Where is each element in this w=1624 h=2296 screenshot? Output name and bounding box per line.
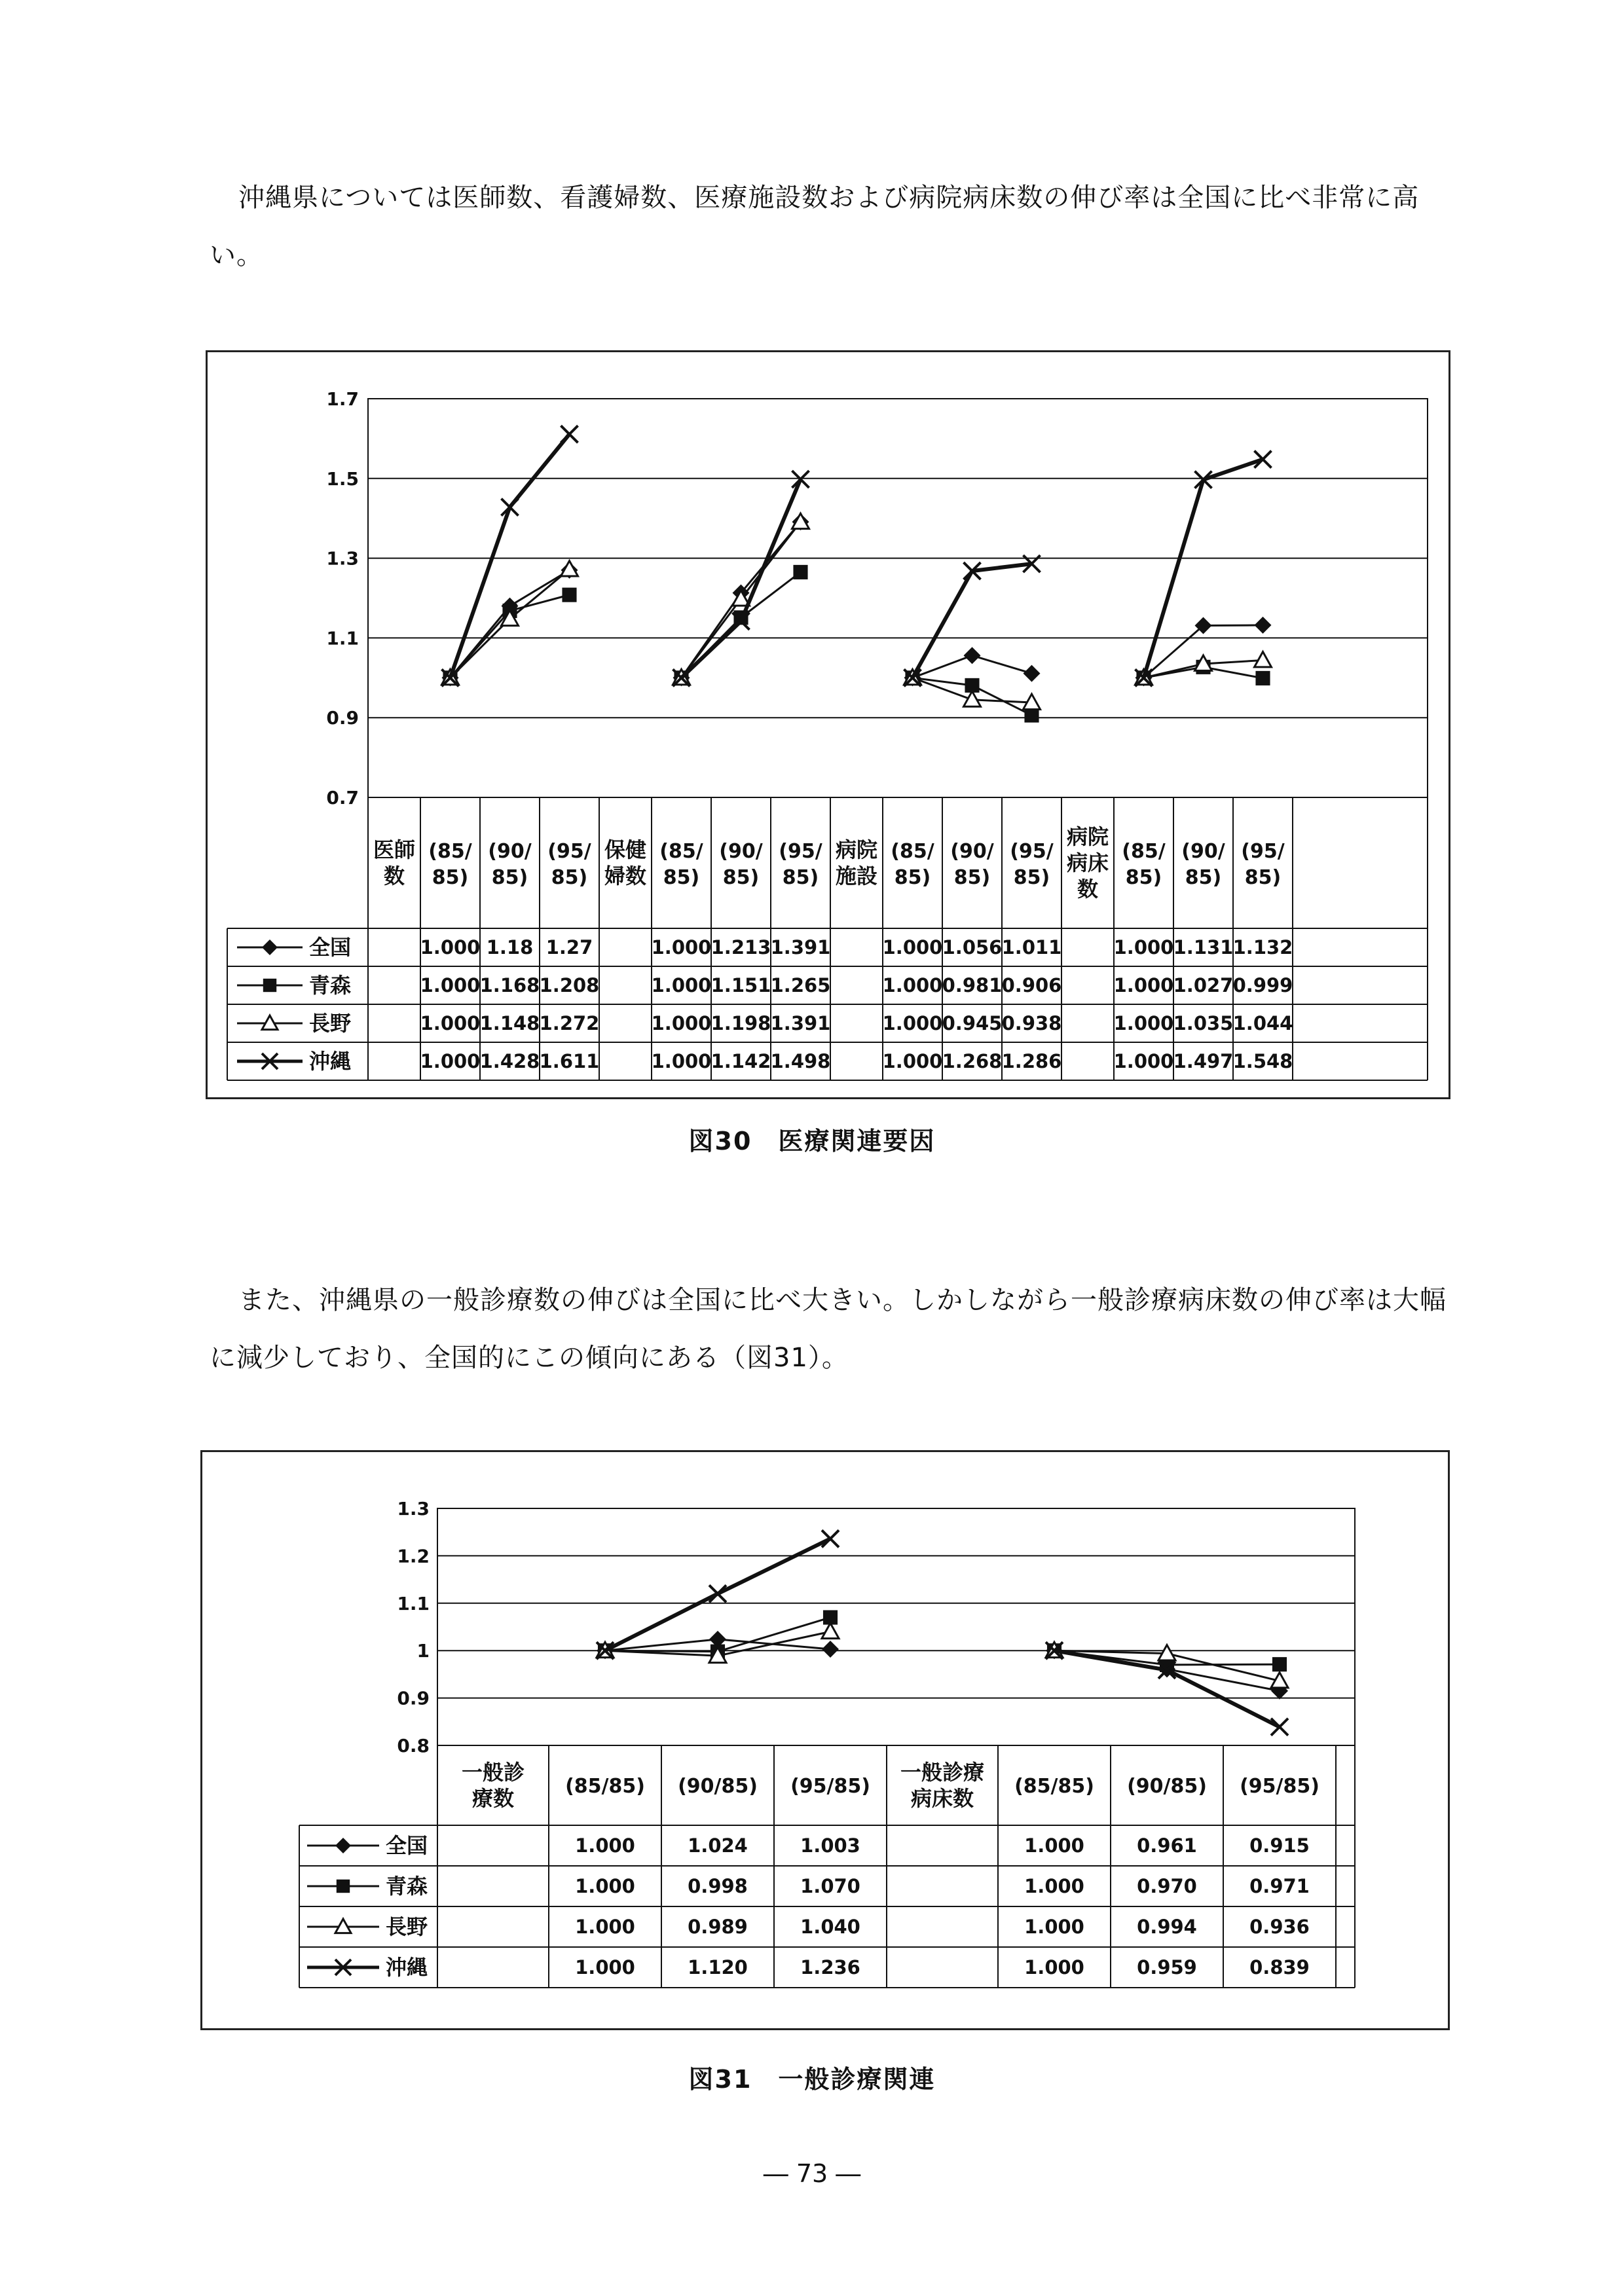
chart-30 (208, 352, 1449, 1097)
figure-31-caption: 図31 一般診療関連 (688, 2065, 936, 2094)
table-cell: 1.265 (770, 974, 831, 996)
table-cell: 1.011 (1001, 936, 1062, 958)
data-point-青森 (1255, 671, 1270, 685)
data-point-青森 (562, 588, 576, 602)
period-header: (95/ 85) (547, 840, 591, 889)
data-point-長野 (964, 691, 981, 706)
data-point-沖縄 (561, 426, 578, 443)
table-cell: 1.000 (1024, 1956, 1084, 1978)
table-cell: 1.142 (710, 1050, 771, 1072)
data-point-長野 (1255, 652, 1272, 667)
group-header-病院施設: 病院施設 (835, 837, 878, 889)
table-cell: 0.998 (688, 1875, 748, 1897)
table-cell: 1.000 (575, 1875, 635, 1897)
table-cell: 1.198 (710, 1012, 771, 1034)
y-tick-label-30: 1.3 (326, 547, 359, 570)
table-cell: 1.000 (1113, 974, 1174, 996)
table-cell: 1.000 (420, 1012, 481, 1034)
period-header: (85/85) (565, 1775, 645, 1798)
period-header: (90/ 85) (719, 840, 763, 889)
y-tick-label-30: 0.7 (326, 787, 359, 809)
table-cell: 1.391 (770, 1012, 831, 1034)
data-point-青森 (793, 565, 807, 579)
paragraph-general-clinic: また、沖縄県の一般診療数の伸びは全国に比べ大きい。しかしながら一般診療病床数の伸び率は大幅に減少しており、全国的にこの傾向にある（図31）。 (210, 1285, 1447, 1373)
legend-label-長野: 長野 (309, 1011, 352, 1036)
legend-label-沖縄: 沖縄 (386, 1955, 428, 1980)
table-cell: 1.272 (539, 1012, 600, 1034)
legend-label-長野: 長野 (386, 1914, 428, 1939)
y-tick-label-30: 1.1 (326, 627, 359, 649)
table-cell: 1.428 (479, 1050, 540, 1072)
table-cell: 1.498 (770, 1050, 831, 1072)
legend-marker-青森 (263, 979, 276, 992)
table-cell: 0.906 (1001, 974, 1062, 996)
period-header: (90/85) (678, 1775, 758, 1798)
period-header: (95/ 85) (1010, 840, 1054, 889)
table-cell: 1.168 (479, 974, 540, 996)
data-point-全国 (1255, 617, 1272, 634)
table-cell: 1.213 (710, 936, 771, 958)
table-cell: 1.611 (539, 1050, 600, 1072)
table-cell: 0.938 (1001, 1012, 1062, 1034)
y-tick-label-31: 1.3 (397, 1498, 430, 1520)
legend-marker-青森 (337, 1880, 350, 1893)
data-point-青森 (1272, 1657, 1287, 1671)
data-point-沖縄 (709, 1585, 726, 1602)
period-header: (90/ 85) (1181, 840, 1225, 889)
table-cell: 1.000 (1113, 936, 1174, 958)
period-header: (85/ 85) (1122, 840, 1166, 889)
table-cell: 1.035 (1173, 1012, 1234, 1034)
series-line-沖縄 (682, 479, 801, 678)
data-point-沖縄 (822, 1530, 839, 1547)
table-cell: 0.959 (1137, 1956, 1197, 1978)
table-cell: 1.000 (882, 936, 943, 958)
table-cell: 1.044 (1232, 1012, 1293, 1034)
period-header: (85/ 85) (891, 840, 934, 889)
figure-31-general-clinic (200, 1450, 1450, 2030)
data-point-全国 (822, 1641, 839, 1658)
period-header: (95/ 85) (779, 840, 822, 889)
page-number: ― 73 ― (763, 2159, 861, 2188)
group-header-保健婦数: 保健婦数 (604, 837, 647, 889)
table-cell: 1.548 (1232, 1050, 1293, 1072)
table-cell: 1.391 (770, 936, 831, 958)
table-cell: 1.000 (1024, 1875, 1084, 1897)
table-cell: 1.024 (688, 1834, 748, 1857)
table-cell: 1.132 (1232, 936, 1293, 958)
table-cell: 1.236 (800, 1956, 860, 1978)
group-header-病院病床数: 病院病床数 (1066, 824, 1109, 902)
table-cell: 1.000 (651, 1050, 712, 1072)
series-line-沖縄 (451, 434, 570, 678)
period-header: (95/85) (790, 1775, 870, 1798)
y-tick-label-30: 1.5 (326, 467, 359, 490)
series-line-沖縄 (1144, 460, 1263, 678)
legend-marker-全国 (262, 939, 278, 955)
legend-label-青森: 青森 (309, 973, 352, 998)
data-point-沖縄 (792, 471, 809, 488)
figure-30-caption: 図30 医療関連要因 (688, 1127, 936, 1156)
table-cell: 1.286 (1001, 1050, 1062, 1072)
period-header: (95/ 85) (1241, 840, 1285, 889)
data-point-長野 (822, 1623, 839, 1638)
table-cell: 1.27 (545, 936, 593, 958)
table-cell: 1.000 (420, 936, 481, 958)
y-tick-label-31: 1.2 (397, 1545, 430, 1567)
period-header: (85/ 85) (428, 840, 472, 889)
y-tick-label-31: 1.1 (397, 1592, 430, 1614)
table-cell: 0.945 (942, 1012, 1003, 1034)
table-cell: 1.000 (882, 1050, 943, 1072)
table-cell: 1.151 (710, 974, 771, 996)
table-cell: 0.999 (1232, 974, 1293, 996)
y-tick-label-30: 0.9 (326, 707, 359, 729)
table-cell: 1.497 (1173, 1050, 1234, 1072)
period-header: (90/ 85) (950, 840, 994, 889)
table-cell: 0.915 (1249, 1834, 1310, 1857)
table-cell: 1.000 (651, 936, 712, 958)
table-cell: 0.839 (1249, 1956, 1310, 1978)
table-cell: 1.000 (1113, 1050, 1174, 1072)
table-cell: 0.936 (1249, 1916, 1310, 1938)
table-cell: 1.208 (539, 974, 600, 996)
table-cell: 1.000 (651, 974, 712, 996)
paragraph-medical-intro: 沖縄県については医師数、看護婦数、医療施設数および病院病床数の伸び率は全国に比べ非常に高い。 (210, 183, 1420, 270)
period-header: (85/ 85) (659, 840, 703, 889)
table-cell: 1.056 (942, 936, 1003, 958)
table-cell: 1.000 (1113, 1012, 1174, 1034)
table-cell: 1.000 (1024, 1916, 1084, 1938)
table-cell: 1.000 (575, 1916, 635, 1938)
data-point-全国 (964, 647, 981, 664)
data-point-沖縄 (1271, 1719, 1288, 1736)
table-cell: 1.268 (942, 1050, 1003, 1072)
table-cell: 0.970 (1137, 1875, 1197, 1897)
legend-label-全国: 全国 (386, 1833, 428, 1858)
group-header-一般診療病床数: 一般診療病床数 (900, 1760, 985, 1812)
table-cell: 1.131 (1173, 936, 1234, 958)
table-cell: 0.971 (1249, 1875, 1310, 1897)
data-point-全国 (1024, 665, 1041, 682)
table-cell: 1.040 (800, 1916, 860, 1938)
y-tick-label-31: 0.8 (397, 1735, 430, 1757)
group-header-一般診療数: 一般診療数 (461, 1760, 525, 1812)
legend-label-全国: 全国 (309, 935, 352, 960)
table-cell: 1.000 (1024, 1834, 1084, 1857)
y-tick-label-31: 0.9 (397, 1687, 430, 1709)
chart-31 (202, 1452, 1448, 2028)
legend-label-沖縄: 沖縄 (309, 1049, 352, 1074)
table-cell: 0.989 (688, 1916, 748, 1938)
table-cell: 1.003 (800, 1834, 860, 1857)
y-tick-label-30: 1.7 (326, 388, 359, 410)
period-header: (90/85) (1127, 1775, 1207, 1798)
table-cell: 1.120 (688, 1956, 748, 1978)
table-cell: 0.994 (1137, 1916, 1197, 1938)
period-header: (95/85) (1240, 1775, 1320, 1798)
legend-marker-全国 (335, 1838, 351, 1853)
table-cell: 1.070 (800, 1875, 860, 1897)
table-cell: 1.000 (882, 974, 943, 996)
table-cell: 1.000 (575, 1834, 635, 1857)
table-cell: 0.961 (1137, 1834, 1197, 1857)
table-cell: 1.000 (420, 1050, 481, 1072)
group-header-医師数: 医師数 (373, 837, 416, 889)
table-cell: 1.000 (420, 974, 481, 996)
table-cell: 1.027 (1173, 974, 1234, 996)
period-header: (90/ 85) (488, 840, 532, 889)
table-cell: 0.981 (942, 974, 1003, 996)
plot-area-30 (368, 399, 1428, 797)
table-cell: 1.148 (479, 1012, 540, 1034)
table-cell: 1.000 (575, 1956, 635, 1978)
legend-label-青森: 青森 (386, 1874, 428, 1899)
plot-area-31 (437, 1508, 1355, 1745)
y-tick-label-31: 1 (416, 1640, 430, 1662)
table-cell: 1.18 (486, 936, 534, 958)
period-header: (85/85) (1014, 1775, 1094, 1798)
table-cell: 1.000 (882, 1012, 943, 1034)
figure-30-medical-factors (206, 350, 1450, 1099)
table-cell: 1.000 (651, 1012, 712, 1034)
